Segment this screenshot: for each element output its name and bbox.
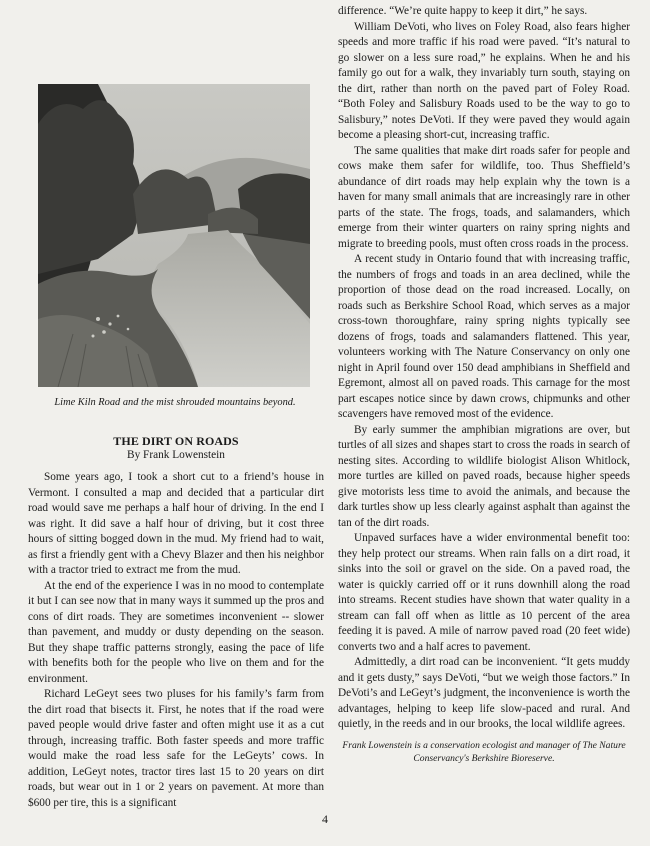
paragraph: Some years ago, I took a short cut to a friend’s house in Vermont. I consulted a map and decided that a particular dirt road would save me perhaps a half hour of driving. In the end I was right. It did save a half hour of driving, but it cost three hours of sitting bogged down in the mud. My friend had to wait, as first a friendly gent with a Chevy Blazer and then his neighbor with a tractor tried to extract me from the mud. [28,471,324,576]
page-number: 4 [322,812,328,826]
paragraph: Richard LeGeyt sees two pluses for his family’s farm from the dirt road that bisects it. First, he notes that if the road were paved people would drive faster and often might use it as a cut through, increasing traffic. Both faster speeds and more traffic would make the road less safe for the LeGeyts’ cows. In addition, LeGeyt notes, tractor tires last 15 to 20 years on dirt roads, but wear out in 1 or 2 years on pavement. At more than $600 per tire, this is a significant [28,688,324,809]
paragraph: Unpaved surfaces have a wider environmental benefit too: they help protect our streams. When rain falls on a dirt road, it sinks into the soil or gravel on the side. On a paved road, the water is quickly carried off or it runs downhill along the road into streams. Recent studies have shown that water quality in a stream can fall off when as little as 10 percent of the area feeding it is paved. A mile of narrow paved road (20 feet wide) converts two and a half acres to pavement. [338,532,630,653]
paragraph: Admittedly, a dirt road can be inconvenient. “It gets muddy and it gets dusty,” says DeVoti, “but we weigh those factors.” In DeVoti’s and LeGeyt’s judgment, the inconvenience is worth the advantages, helping to keep life slow-paced and rural. And quietly, in the reeds and in our brooks, the local wildlife agrees. [338,656,630,730]
article-title: THE DIRT ON ROADS [113,434,239,448]
photo-caption: Lime Kiln Road and the mist shrouded mountains beyond. [54,397,296,408]
paragraph: By early summer the amphibian migrations are over, but turtles of all sizes and shapes start to cross the roads in search of nesting sites. According to wildlife biologist Alison Whitlock, more turtles are killed on paved roads, because higher speeds give motorists less time to avoid the animals, and because the dark turtles show up less clearly against asphalt than against the tan of the dirt roads. [338,423,630,529]
article-byline: By Frank Lowenstein [127,449,225,461]
article-column-left [28,470,324,811]
article-column-right [338,4,630,765]
paragraph: difference. “We’re quite happy to keep it dirt,” he says. [338,5,588,17]
paragraph: The same qualities that make dirt roads safer for people and cows make them safer for wildlife, too. Thus Sheffield’s abundance of dirt roads may help explain why the town is a haven for many small animals that are increasingly rare in other parts of the state. The frogs, toads, and salamanders, which emerge from their winter quarters on rainy spring nights and migrate to breeding pools, must often cross roads in the process. [338,144,630,250]
author-bio: Frank Lowenstein is a conservation ecologist and manager of The Nature Conservancy's Berkshire Bioreserve. [342,739,626,764]
paragraph: William DeVoti, who lives on Foley Road, also fears higher speeds and more traffic if his road were paved. “It’s natural to go slower on a less sure road,” he explains. When he and his family go out for a walk, they invariably turn south, staying on the dirt, rather than north on the paved part of Foley Road. “Both Foley and Salisbury Roads used to be the way to go to Salisbury,” notes DeVoti. If they were paved they would again become a pleasing short-cut, increasing traffic. [338,20,630,141]
road-landscape-image [38,84,310,387]
paragraph: A recent study in Ontario found that with increasing traffic, the numbers of frogs and toads in an area declined, while the proportion of those dead on the road increased. Locally, on roads such as Berkshire School Road, which serves as a major cross-town thoroughfare, rainy spring nights typically see dozens of frogs, toads and salamanders flattened. This year, volunteers working with The Nature Conservancy on only one night in April found over 150 dead amphibians in Sheffield and Egremont, almost all on paved roads. This carnage for the most part escapes notice since by dawn crows, chipmunks and other scavengers have removed most of the evidence. [338,253,630,420]
road-photo [38,84,310,387]
paragraph: At the end of the experience I was in no mood to contemplate it but I can see now that in many ways it summed up the pros and cons of dirt roads. They are sometimes inconvenient -- slower than pavement, and muddy or dusty depending on the season. But they shape traffic patterns strongly, easing the pace of life with benefits both for the people who live on them and for the environment. [28,579,324,685]
